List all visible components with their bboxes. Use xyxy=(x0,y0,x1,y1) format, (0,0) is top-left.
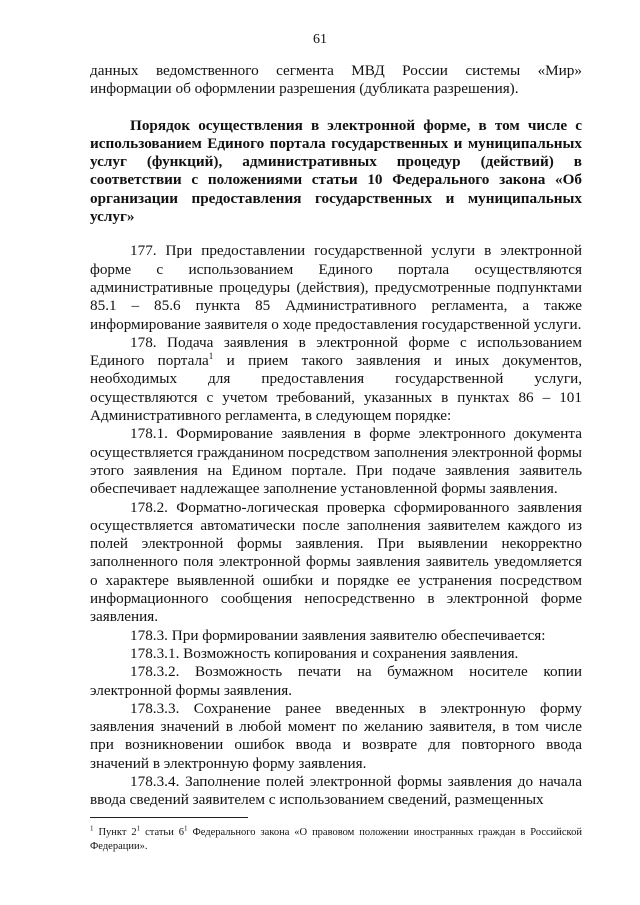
paragraph-178-3-4: 178.3.4. Заполнение полей электронной формы заявления до начала ввода сведений заявителем с использованием сведений, размещенных xyxy=(90,772,582,809)
footnote-mark: 1 xyxy=(90,824,94,833)
section-title: Порядок осуществления в электронной форме, в том числе с использованием Единого портала государственных и муниципальных услуг (функций), административных процедур (действий) в соответствии с положениями статьи 10 Федерального закона «Об организации предоставления государственных и муниципальных услуг» xyxy=(90,116,582,226)
document-body xyxy=(90,62,582,810)
footnote-sup-1: 1 xyxy=(136,824,141,833)
paragraph-178-text-start: 178. Подача заявления в электронной форме с использованием Единого портала xyxy=(90,333,582,370)
paragraph-178-2: 178.2. Форматно-логическая проверка сформированного заявления осуществляется автоматически после заполнения заявителем каждого из полей электронной формы заявления. При выявлении некорректно заполненного поля электронной формы заявления заявитель уведомляется о характере выявленной ошибки и порядке ее устранения посредством информационного сообщения непосредственно в электронной форме заявления. xyxy=(90,498,582,626)
page-number: 61 xyxy=(313,32,327,47)
paragraph-178-text-end: и прием такого заявления и иных документов, необходимых для предоставления государственной услуги, осуществляются с учетом требований, указанных в пунктах 86 – 101 Административного регламента, в следующем порядке: xyxy=(90,352,582,425)
continuation-paragraph: данных ведомственного сегмента МВД России системы «Мир» информации об оформлении разрешения (дубликата разрешения). xyxy=(90,62,582,98)
paragraph-177: 177. При предоставлении государственной услуги в электронной форме с использованием Единого портала осуществляются административные процедуры (действия), предусмотренные подпунктами 85.1 – 85.6 пункта 85 Административного регламента, а также информирование заявителя о ходе предоставления государственной услуги. xyxy=(90,242,582,333)
paragraph-178-1: 178.1. Формирование заявления в форме электронного документа осуществляется гражданином посредством заполнения электронной формы этого заявления на Едином портале. При подаче заявления заявитель обеспечивает надлежащее заполнение установленной формы заявления. xyxy=(90,425,582,498)
footnote-text-2: статьи 6 xyxy=(140,827,185,838)
paragraph-178-3-3: 178.3.3. Сохранение ранее введенных в электронную форму заявления значений в любой момент по желанию заявителя, в том числе при возникновении ошибок ввода и возврате для повторного ввода значений в электронную форму заявления. xyxy=(90,699,582,772)
footnote-sup-2: 1 xyxy=(184,824,188,833)
footnote-separator xyxy=(90,817,248,818)
footnote-text-1: Пункт 2 xyxy=(93,827,137,838)
footnote-text-3: Федерального закона «О правовом положении иностранных граждан в Российской Федерации». xyxy=(90,827,582,852)
paragraph-178-3: 178.3. При формировании заявления заявителю обеспечивается: xyxy=(130,626,546,644)
paragraph-178-3-1: 178.3.1. Возможность копирования и сохранения заявления. xyxy=(130,644,519,662)
footnote xyxy=(90,826,582,854)
paragraph-178-3-2: 178.3.2. Возможность печати на бумажном носителе копии электронной формы заявления. xyxy=(90,663,582,699)
footnote-reference[interactable]: 1 xyxy=(208,351,214,362)
paragraph-178 xyxy=(90,334,582,425)
